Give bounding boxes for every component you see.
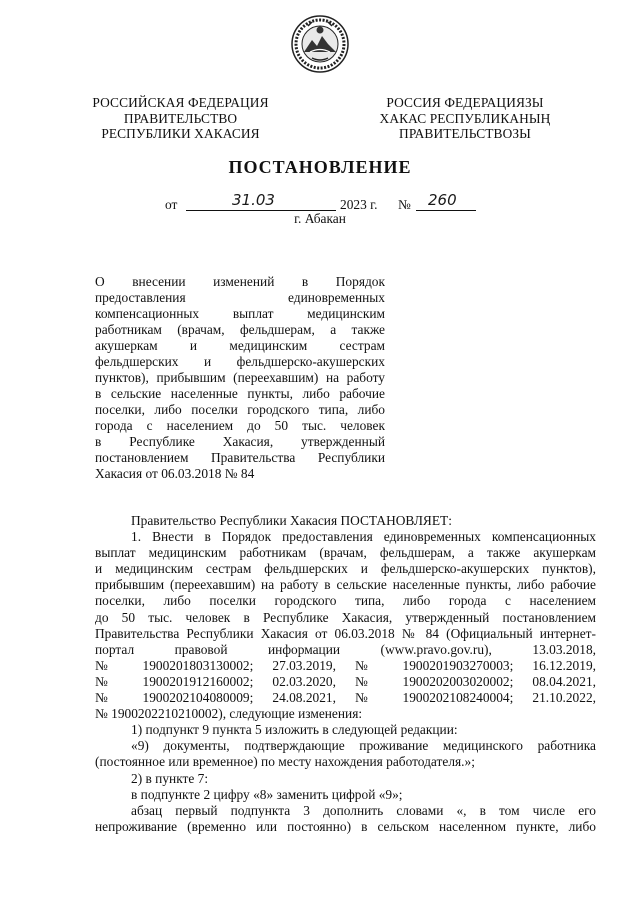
body-line: № 1900201803130002; 27.03.2019, № 1900201903270003; 16.12.2019,	[95, 657, 596, 673]
body-line: 1) подпункт 9 пункта 5 изложить в следующей редакции:	[131, 722, 458, 738]
body-line: до 50 тыс. человек в Республике Хакасия, утвержденный постановлением	[95, 609, 596, 625]
body-text	[95, 513, 596, 835]
body-line: 1. Внести в Порядок предоставления единовременных компенсационных	[131, 529, 596, 545]
body-line: № 1900202104080009; 24.08.2021, № 1900202108240004; 21.10.2022,	[95, 690, 596, 706]
body-line: № 1900201912160002; 02.03.2020, № 1900202003020002; 08.04.2021,	[95, 673, 596, 689]
body-line: Правительство Республики Хакасия ПОСТАНОВЛЯЕТ:	[131, 513, 452, 528]
body-line: Правительства Республики Хакасия от 06.03.2018 № 84 (Официальный интернет-	[95, 625, 596, 641]
body-line: выплат медицинским работникам (врачам, фельдшерам, а также акушеркам	[95, 545, 596, 561]
body-line: № 1900202210210002), следующие изменения:	[95, 706, 363, 722]
body-line: в подпункте 2 цифру «8» заменить цифрой «9»;	[131, 786, 403, 802]
body-line: «9) документы, подтверждающие проживание медицинского работника	[131, 738, 596, 754]
body-line: и медицинским сестрам фельдшерских и фельдшерско-акушерских пунктов),	[95, 561, 596, 577]
body-line: прибывшим (переехавшим) на работу в сельские населенные пункты, либо рабочие	[95, 577, 596, 593]
header-right-line: ХАКАС РЕСПУБЛИКАНЫҢ	[379, 110, 551, 126]
subject-line: постановлением Правительства Республики	[95, 450, 385, 465]
subject-line: фельдшерских и фельдшерско-акушерских	[95, 354, 385, 369]
subject-line: Хакасия от 06.03.2018 № 84	[95, 466, 255, 481]
header-left-block	[78, 95, 283, 142]
body-line: поселки, либо поселки городского типа, либо города с населением	[95, 593, 596, 609]
handwritten-number: 260	[428, 191, 457, 209]
city-label: г. Абакан	[294, 211, 346, 226]
subject-block	[95, 274, 385, 482]
header-right-block	[360, 95, 570, 142]
handwritten-date: 31.03	[232, 191, 275, 209]
subject-line: в сельские населенные пункты, либо рабочие	[95, 386, 385, 401]
subject-line: компенсационных выплат медицинским	[95, 306, 385, 321]
header-left-line: РЕСПУБЛИКИ ХАКАСИЯ	[101, 126, 260, 141]
body-line: 2) в пункте 7:	[131, 770, 209, 786]
header-left-line: РОССИЙСКАЯ ФЕДЕРАЦИЯ	[92, 95, 269, 110]
subject-line: города с населением до 50 тыс. человек	[95, 418, 385, 433]
body-line: непроживание (временно или постоянно) в сельском населенном пункте, либо	[95, 818, 596, 834]
header-right-line: РОССИЯ ФЕДЕРАЦИЯЗЫ	[386, 95, 544, 110]
body-line: портал правовой информации (www.pravo.gov.ru), 13.03.2018,	[95, 641, 596, 657]
year-label: 2023 г.	[340, 197, 378, 212]
body-line: (постоянное или временное) по месту нахождения работодателя.»;	[95, 754, 475, 770]
subject-line: работникам (врачам, фельдшерам, а также	[95, 322, 385, 337]
subject-line: в Республике Хакасия, утвержденный	[95, 434, 385, 449]
body-line: абзац первый подпункта 3 дополнить словами «, в том числе его	[131, 802, 596, 818]
subject-line: поселки, либо поселки городского типа, либо	[95, 402, 385, 417]
subject-line: О внесении изменений в Порядок	[95, 274, 385, 289]
from-label: от	[165, 197, 178, 212]
subject-line: предоставления единовременных	[95, 290, 385, 305]
number-label: №	[398, 197, 411, 212]
document-title: ПОСТАНОВЛЕНИЕ	[228, 157, 412, 177]
header-left-line: ПРАВИТЕЛЬСТВО	[123, 110, 238, 126]
subject-line: акушеркам и медицинским сестрам	[95, 338, 385, 353]
subject-line: пунктов), прибывшим (переехавшим) на работу	[95, 370, 385, 385]
header-right-line: ПРАВИТЕЛЬСТВОЗЫ	[399, 126, 531, 141]
coat-of-arms-emblem	[290, 14, 350, 74]
